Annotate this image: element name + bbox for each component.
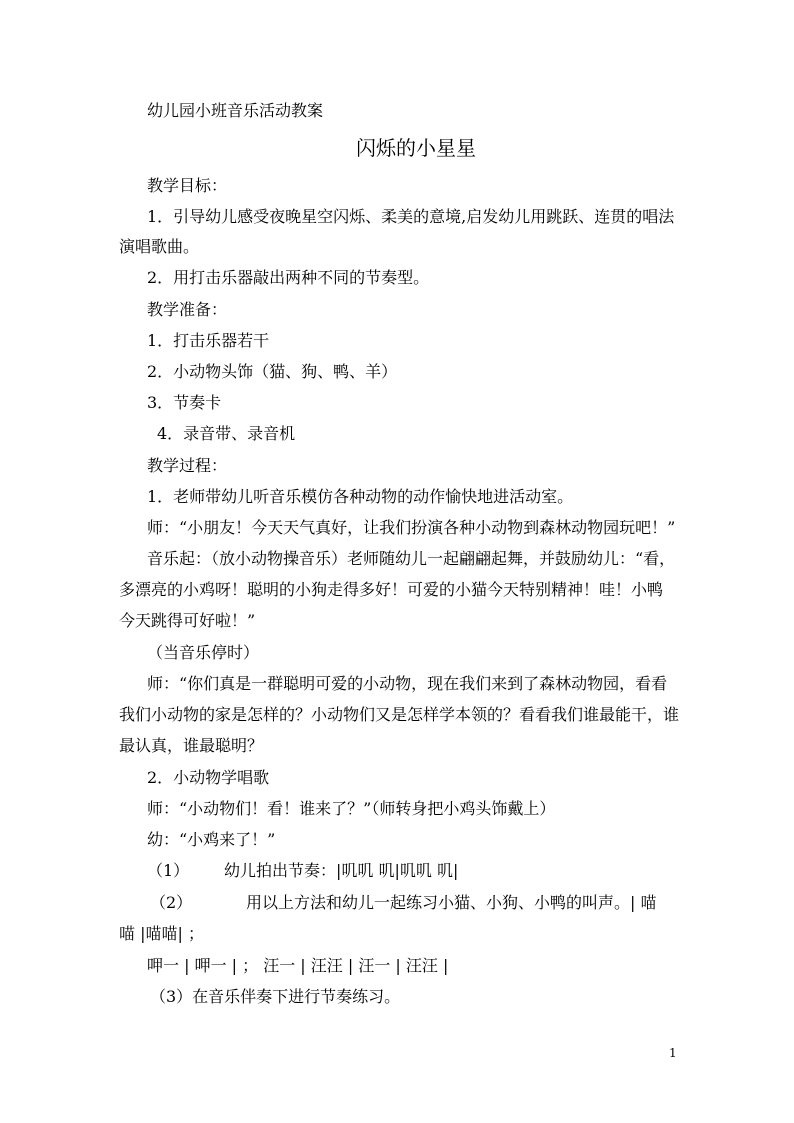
child-speech-1: 幼：“小鸡来了！”	[147, 830, 276, 849]
teacher-speech-2-line-2: 我们小动物的家是怎样的？小动物们又是怎样学本领的？看看我们谁最能干，谁	[119, 705, 680, 724]
prep-item-3: 3．节奏卡	[147, 393, 222, 412]
process-step-1: 1．老师带幼儿听音乐模仿各种动物的动作愉快地进活动室。	[147, 487, 574, 506]
document-heading: 幼儿园小班音乐活动教案	[147, 101, 324, 120]
goal-1-line-1: 1．引导幼儿感受夜晚星空闪烁、柔美的意境,启发幼儿用跳跃、连贯的唱法	[147, 207, 675, 226]
sub-item-1-text: 幼儿拍出节奏：|叽叽 叽|叽叽 叽|	[224, 861, 459, 880]
prep-item-2: 2．小动物头饰（猫、狗、鸭、羊）	[147, 362, 398, 381]
process-heading: 教学过程：	[147, 456, 228, 475]
goals-heading: 教学目标：	[147, 176, 228, 195]
teacher-speech-2-line-1: 师：“你们真是一群聪明可爱的小动物，现在我们来到了森林动物园，看看	[147, 674, 668, 693]
prep-item-4: 4．录音带、录音机	[157, 424, 296, 443]
prep-heading: 教学准备：	[147, 300, 228, 319]
process-step-2: 2．小动物学唱歌	[147, 768, 270, 787]
prep-item-1: 1．打击乐器若干	[147, 331, 270, 350]
sub-item-2-text: 用以上方法和幼儿一起练习小猫、小狗、小鸭的叫声。| 喵	[246, 893, 657, 912]
music-line-3: 今天跳得可好啦！”	[119, 611, 256, 630]
sub-item-3: （3）在音乐伴奏下进行节奏练习。	[150, 987, 401, 1006]
page-number: 1	[669, 1046, 677, 1060]
teacher-speech-2-line-3: 最认真，谁最聪明？	[119, 736, 264, 755]
document-title: 闪烁的小星星	[356, 136, 476, 160]
goal-1-line-2: 演唱歌曲。	[119, 237, 200, 256]
goal-2: 2．用打击乐器敲出两种不同的节奏型。	[147, 268, 430, 287]
music-line-1: 音乐起：（放小动物操音乐）老师随幼儿一起翩翩起舞，并鼓励幼儿：“看，	[147, 549, 676, 568]
rhythm-line: 呷一 | 呷一 | ； 汪一 | 汪汪 | 汪一 | 汪汪 |	[147, 956, 449, 975]
music-stop-note: （当音乐停时）	[147, 643, 260, 662]
sub-item-1-number: （1）	[147, 861, 190, 880]
music-line-2: 多漂亮的小鸡呀！聪明的小狗走得多好！可爱的小猫今天特别精神！哇！小鸭	[119, 580, 664, 599]
sub-item-2-number: （2）	[150, 893, 193, 912]
teacher-speech-1: 师：“小朋友！今天天气真好，让我们扮演各种小动物到森林动物园玩吧！”	[147, 518, 676, 537]
sub-item-2-continuation: 喵 |喵喵| ；	[119, 924, 204, 943]
teacher-speech-3: 师：“小动物们！看！谁来了？”（师转身把小鸡头饰戴上）	[147, 799, 556, 818]
